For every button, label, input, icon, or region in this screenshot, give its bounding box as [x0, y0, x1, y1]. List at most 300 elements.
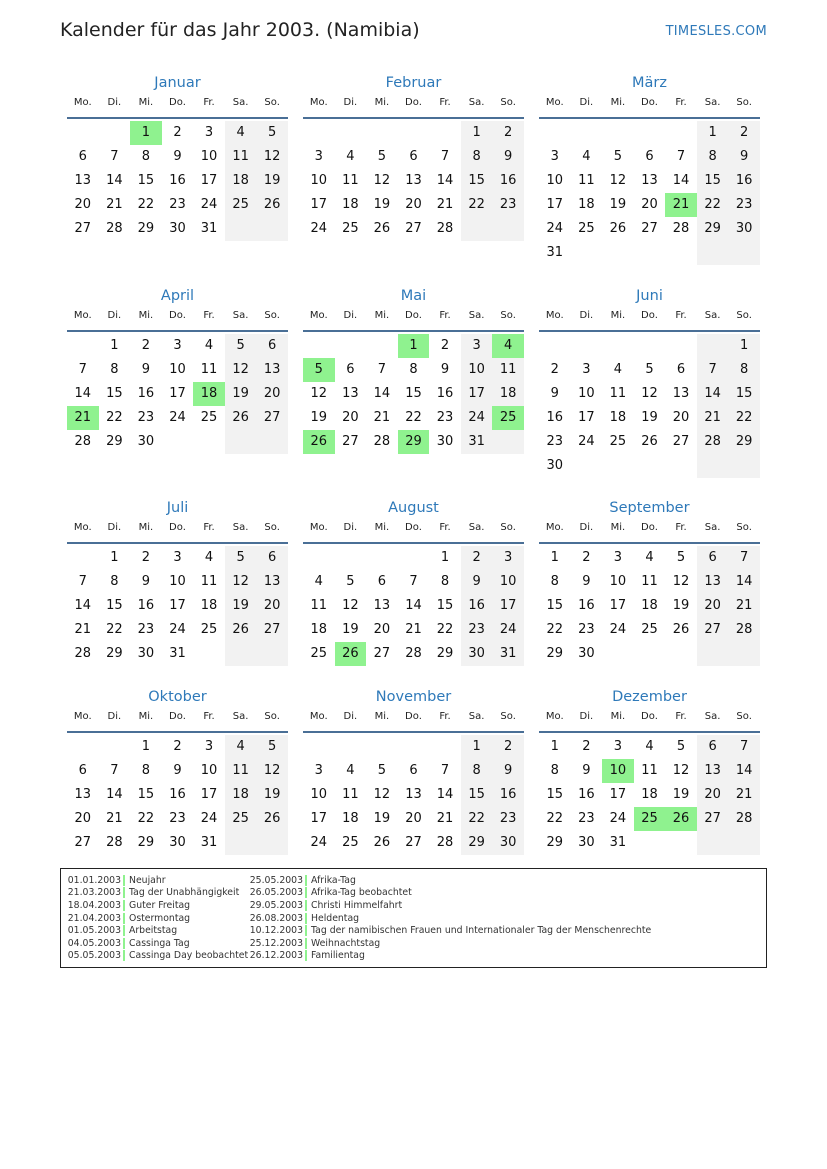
day-cell: 29: [106, 434, 123, 449]
day-cell: 21: [728, 594, 760, 618]
day-cell: 27: [697, 618, 729, 642]
day-cell: 11: [200, 574, 218, 589]
day-cell: 25: [200, 622, 218, 637]
holiday-day-cell: 29: [398, 430, 430, 454]
day-cell: 12: [672, 574, 690, 589]
day-cell: 6: [78, 763, 87, 778]
day-cell: 19: [256, 169, 288, 193]
weekday-label: Mi.: [610, 310, 626, 321]
weekday-label: So.: [500, 310, 516, 321]
day-cell: 22: [137, 811, 155, 826]
legend-date: 10.12.2003: [248, 925, 307, 936]
empty-day-cell: [602, 642, 634, 666]
weekday-label: Di.: [579, 97, 594, 108]
day-cell: 22: [106, 410, 123, 425]
day-cell: 26: [225, 406, 257, 430]
day-cell: 9: [728, 145, 760, 169]
weekday-label: Do.: [169, 97, 186, 108]
weekday-label: So.: [500, 711, 516, 722]
day-cell: 7: [676, 149, 686, 164]
day-cell: 24: [169, 410, 186, 425]
legend-holiday-name: Guter Freitag: [129, 899, 191, 911]
day-cell: 5: [225, 546, 257, 570]
day-cell: 10: [609, 574, 627, 589]
day-cell: 22: [106, 622, 123, 637]
weekday-header: [303, 307, 524, 332]
weekday-label: Do.: [641, 711, 658, 722]
weekday-label: Sa.: [232, 522, 249, 533]
day-grid: [539, 121, 760, 265]
weekday-label: Mo.: [73, 522, 92, 533]
weekday-label: Fr.: [203, 711, 215, 722]
day-cell: 23: [578, 622, 595, 637]
day-cell: 14: [436, 787, 454, 802]
month-name: September: [609, 500, 690, 516]
legend-date: 01.05.2003: [66, 925, 125, 936]
day-cell: 6: [256, 546, 288, 570]
day-cell: 16: [578, 787, 595, 802]
legend-date: 26.12.2003: [248, 950, 307, 961]
legend-date: 21.04.2003: [66, 913, 125, 924]
day-cell: 3: [550, 149, 559, 164]
day-cell: 22: [546, 622, 564, 637]
day-cell: 9: [550, 386, 559, 401]
day-cell: 18: [200, 598, 218, 613]
empty-day-cell: [697, 642, 729, 666]
weekday-label: Do.: [405, 97, 422, 108]
day-grid: [303, 735, 524, 855]
empty-day-cell: [335, 334, 367, 358]
day-cell: 9: [141, 362, 151, 377]
weekday-label: Do.: [405, 711, 422, 722]
empty-day-cell: [602, 334, 634, 358]
day-cell: 4: [225, 121, 257, 145]
day-cell: 30: [728, 217, 760, 241]
weekday-label: Di.: [107, 522, 122, 533]
day-cell: 31: [461, 430, 493, 454]
holiday-day-cell: 26: [335, 642, 367, 666]
weekday-label: Sa.: [468, 310, 485, 321]
empty-day-cell: [634, 241, 666, 265]
weekday-label: Do.: [641, 522, 658, 533]
weekday-label: Sa.: [468, 522, 485, 533]
month-name: Januar: [154, 75, 201, 91]
day-cell: 12: [342, 598, 359, 613]
day-cell: 25: [225, 807, 257, 831]
day-cell: 30: [436, 434, 454, 449]
legend-holiday-name: Ostermontag: [129, 912, 191, 924]
day-cell: 12: [256, 759, 288, 783]
day-cell: 19: [342, 622, 359, 637]
day-cell: 20: [256, 594, 288, 618]
weekday-label: Mo.: [73, 711, 92, 722]
day-cell: 3: [613, 550, 623, 565]
day-cell: 4: [225, 735, 257, 759]
weekday-label: So.: [264, 711, 280, 722]
empty-day-cell: [634, 642, 666, 666]
weekday-label: Di.: [107, 97, 122, 108]
weekday-header: [303, 708, 524, 733]
empty-day-cell: [539, 334, 571, 358]
day-cell: 13: [74, 787, 92, 802]
day-cell: 31: [169, 646, 186, 661]
empty-day-cell: [728, 642, 760, 666]
month-name: August: [388, 500, 439, 516]
day-cell: 19: [672, 787, 690, 802]
month-4: [67, 285, 288, 454]
day-cell: 24: [200, 197, 218, 212]
empty-day-cell: [335, 121, 367, 145]
day-cell: 8: [550, 574, 559, 589]
day-cell: 22: [436, 622, 454, 637]
day-cell: 14: [106, 787, 123, 802]
day-grid: [303, 334, 524, 454]
brand-link[interactable]: TIMESLES.COM: [665, 24, 767, 39]
weekday-label: Do.: [405, 522, 422, 533]
weekday-label: Do.: [641, 97, 658, 108]
day-cell: 25: [225, 193, 257, 217]
weekday-label: Di.: [579, 711, 594, 722]
empty-day-cell: [256, 642, 288, 666]
day-cell: 23: [169, 197, 186, 212]
day-cell: 16: [169, 787, 186, 802]
month-name: März: [632, 75, 667, 91]
day-cell: 19: [672, 598, 690, 613]
day-cell: 15: [461, 169, 493, 193]
day-cell: 21: [373, 410, 391, 425]
month-name: Juli: [166, 500, 189, 516]
day-cell: 11: [609, 386, 627, 401]
legend-row: [66, 899, 248, 912]
legend-row: [66, 912, 248, 925]
day-cell: 17: [200, 787, 218, 802]
weekday-label: Sa.: [468, 97, 485, 108]
day-cell: 23: [492, 807, 524, 831]
day-cell: 22: [697, 193, 729, 217]
day-cell: 28: [106, 221, 123, 236]
day-cell: 29: [106, 646, 123, 661]
holiday-day-cell: 21: [67, 406, 99, 430]
day-cell: 30: [169, 835, 186, 850]
day-cell: 19: [373, 197, 391, 212]
day-cell: 8: [550, 763, 559, 778]
day-cell: 11: [578, 173, 595, 188]
legend-holiday-name: Neujahr: [129, 874, 166, 886]
day-cell: 25: [578, 221, 595, 236]
day-cell: 23: [169, 811, 186, 826]
month-name: Juni: [636, 288, 663, 304]
day-cell: 16: [546, 410, 564, 425]
day-cell: 26: [609, 221, 627, 236]
weekday-header: [303, 519, 524, 544]
legend-holiday-name: Afrika-Tag: [311, 874, 356, 886]
legend-date: 05.05.2003: [66, 950, 125, 961]
weekday-label: Do.: [169, 522, 186, 533]
empty-day-cell: [67, 334, 99, 358]
weekday-label: Do.: [405, 310, 422, 321]
empty-day-cell: [303, 121, 335, 145]
day-cell: 26: [672, 622, 690, 637]
day-cell: 30: [546, 458, 564, 473]
day-cell: 9: [440, 362, 450, 377]
weekday-label: Di.: [107, 310, 122, 321]
day-cell: 7: [110, 149, 119, 164]
month-3: [539, 72, 760, 265]
day-cell: 20: [697, 594, 729, 618]
day-cell: 13: [697, 759, 729, 783]
day-cell: 29: [546, 646, 564, 661]
day-cell: 15: [106, 598, 123, 613]
empty-day-cell: [665, 121, 697, 145]
empty-day-cell: [256, 430, 288, 454]
day-cell: 20: [373, 622, 391, 637]
holiday-day-cell: 21: [665, 193, 697, 217]
day-cell: 31: [546, 245, 564, 260]
day-cell: 24: [310, 221, 328, 236]
day-cell: 19: [641, 410, 658, 425]
day-cell: 3: [492, 546, 524, 570]
empty-day-cell: [634, 831, 666, 855]
weekday-label: So.: [500, 522, 516, 533]
day-cell: 12: [256, 145, 288, 169]
month-9: [539, 497, 760, 666]
day-cell: 23: [578, 811, 595, 826]
day-cell: 2: [492, 735, 524, 759]
day-cell: 22: [137, 197, 155, 212]
legend-row: [248, 937, 651, 950]
holiday-day-cell: 5: [303, 358, 335, 382]
day-cell: 24: [169, 622, 186, 637]
day-cell: 14: [74, 598, 92, 613]
day-cell: 2: [173, 125, 182, 140]
day-cell: 21: [106, 197, 123, 212]
holiday-day-cell: 25: [492, 406, 524, 430]
weekday-label: So.: [736, 97, 752, 108]
holiday-day-cell: 1: [130, 121, 162, 145]
day-cell: 6: [346, 362, 355, 377]
day-cell: 15: [546, 787, 564, 802]
weekday-label: Fr.: [439, 310, 451, 321]
day-cell: 16: [169, 173, 186, 188]
day-cell: 22: [546, 811, 564, 826]
day-cell: 30: [169, 221, 186, 236]
day-cell: 10: [169, 362, 186, 377]
day-cell: 18: [609, 410, 627, 425]
legend-date: 04.05.2003: [66, 938, 125, 949]
day-cell: 23: [461, 618, 493, 642]
day-cell: 21: [106, 811, 123, 826]
day-cell: 12: [672, 763, 690, 778]
day-cell: 6: [697, 735, 729, 759]
weekday-label: So.: [736, 522, 752, 533]
day-cell: 12: [225, 570, 257, 594]
empty-day-cell: [602, 121, 634, 145]
day-cell: 2: [582, 550, 591, 565]
day-cell: 18: [225, 169, 257, 193]
day-cell: 5: [377, 149, 387, 164]
day-cell: 14: [436, 173, 454, 188]
day-cell: 1: [728, 334, 760, 358]
day-cell: 22: [461, 807, 493, 831]
empty-day-cell: [303, 546, 335, 570]
day-cell: 11: [342, 173, 359, 188]
day-cell: 6: [409, 763, 418, 778]
weekday-label: Do.: [169, 711, 186, 722]
day-cell: 11: [641, 574, 658, 589]
day-cell: 24: [492, 618, 524, 642]
day-cell: 4: [204, 338, 214, 353]
empty-day-cell: [225, 831, 257, 855]
day-cell: 23: [546, 434, 564, 449]
day-cell: 27: [74, 221, 92, 236]
day-cell: 12: [373, 787, 391, 802]
day-cell: 11: [342, 787, 359, 802]
day-cell: 17: [310, 197, 328, 212]
day-cell: 27: [373, 646, 391, 661]
month-name: Mai: [400, 288, 427, 304]
empty-day-cell: [99, 121, 131, 145]
weekday-label: Mo.: [545, 711, 564, 722]
day-cell: 20: [74, 197, 92, 212]
day-cell: 6: [676, 362, 686, 377]
month-6: [539, 285, 760, 478]
day-grid: [539, 334, 760, 478]
holiday-day-cell: 25: [634, 807, 666, 831]
day-cell: 19: [609, 197, 627, 212]
weekday-label: Mo.: [309, 711, 328, 722]
day-cell: 18: [310, 622, 328, 637]
day-cell: 12: [609, 173, 627, 188]
empty-day-cell: [398, 735, 430, 759]
day-cell: 2: [492, 121, 524, 145]
empty-day-cell: [366, 121, 398, 145]
day-cell: 29: [546, 835, 564, 850]
day-cell: 24: [609, 622, 627, 637]
day-cell: 9: [173, 149, 182, 164]
day-cell: 15: [436, 598, 454, 613]
legend-row: [66, 887, 248, 900]
holiday-legend: [60, 868, 767, 968]
day-cell: 29: [137, 835, 155, 850]
empty-day-cell: [429, 121, 461, 145]
day-cell: 11: [310, 598, 328, 613]
day-cell: 3: [173, 550, 182, 565]
day-grid: [67, 334, 288, 454]
day-grid: [67, 546, 288, 666]
day-cell: 9: [582, 763, 591, 778]
day-cell: 20: [74, 811, 92, 826]
empty-day-cell: [225, 642, 257, 666]
empty-day-cell: [634, 334, 666, 358]
day-cell: 23: [137, 410, 155, 425]
day-cell: 17: [200, 173, 218, 188]
weekday-label: So.: [736, 310, 752, 321]
day-cell: 22: [728, 406, 760, 430]
day-cell: 16: [461, 594, 493, 618]
day-cell: 13: [342, 386, 359, 401]
empty-day-cell: [728, 831, 760, 855]
month-5: [303, 285, 524, 454]
day-cell: 25: [342, 221, 359, 236]
day-cell: 6: [256, 334, 288, 358]
day-cell: 14: [672, 173, 690, 188]
page-title: Kalender für das Jahr 2003. (Namibia): [60, 19, 420, 41]
weekday-label: Mi.: [610, 97, 626, 108]
day-cell: 4: [346, 149, 355, 164]
weekday-label: Sa.: [232, 711, 249, 722]
month-name: Februar: [385, 75, 442, 91]
day-cell: 24: [200, 811, 218, 826]
day-cell: 19: [225, 594, 257, 618]
day-cell: 27: [405, 835, 422, 850]
empty-day-cell: [634, 121, 666, 145]
day-cell: 20: [405, 811, 422, 826]
day-cell: 25: [200, 410, 218, 425]
day-cell: 15: [728, 382, 760, 406]
day-cell: 1: [461, 121, 493, 145]
weekday-label: Fr.: [439, 711, 451, 722]
month-name: Dezember: [612, 689, 687, 705]
day-cell: 2: [141, 550, 151, 565]
day-cell: 8: [440, 574, 450, 589]
day-cell: 2: [550, 362, 559, 377]
empty-day-cell: [492, 430, 524, 454]
day-cell: 10: [200, 763, 218, 778]
day-cell: 17: [578, 410, 595, 425]
day-cell: 7: [78, 574, 87, 589]
day-cell: 8: [697, 145, 729, 169]
weekday-label: Fr.: [675, 522, 687, 533]
day-cell: 3: [204, 739, 214, 754]
day-cell: 24: [578, 434, 595, 449]
weekday-label: Mo.: [545, 97, 564, 108]
empty-day-cell: [665, 241, 697, 265]
weekday-label: Mi.: [138, 97, 154, 108]
day-cell: 7: [697, 358, 729, 382]
legend-date: 01.01.2003: [66, 875, 125, 886]
empty-day-cell: [67, 546, 99, 570]
day-cell: 4: [645, 739, 654, 754]
day-cell: 17: [169, 598, 186, 613]
day-cell: 2: [141, 338, 151, 353]
day-cell: 4: [582, 149, 591, 164]
empty-day-cell: [225, 430, 257, 454]
day-cell: 10: [546, 173, 564, 188]
day-cell: 1: [461, 735, 493, 759]
legend-holiday-name: Tag der Unabhängigkeit: [129, 887, 240, 899]
empty-day-cell: [665, 334, 697, 358]
day-cell: 10: [492, 570, 524, 594]
day-cell: 26: [641, 434, 658, 449]
empty-day-cell: [665, 642, 697, 666]
legend-date: 26.08.2003: [248, 913, 307, 924]
day-cell: 29: [137, 221, 155, 236]
day-cell: 10: [461, 358, 493, 382]
legend-column-1: [66, 874, 248, 962]
empty-day-cell: [256, 217, 288, 241]
day-cell: 14: [405, 598, 422, 613]
day-cell: 5: [676, 739, 686, 754]
weekday-label: Sa.: [704, 310, 721, 321]
legend-row: [248, 887, 651, 900]
legend-holiday-name: Arbeitstag: [129, 925, 178, 937]
day-cell: 28: [405, 646, 422, 661]
weekday-label: Fr.: [439, 97, 451, 108]
holiday-day-cell: 26: [665, 807, 697, 831]
weekday-label: Mo.: [73, 97, 92, 108]
day-cell: 30: [492, 831, 524, 855]
day-cell: 19: [310, 410, 328, 425]
